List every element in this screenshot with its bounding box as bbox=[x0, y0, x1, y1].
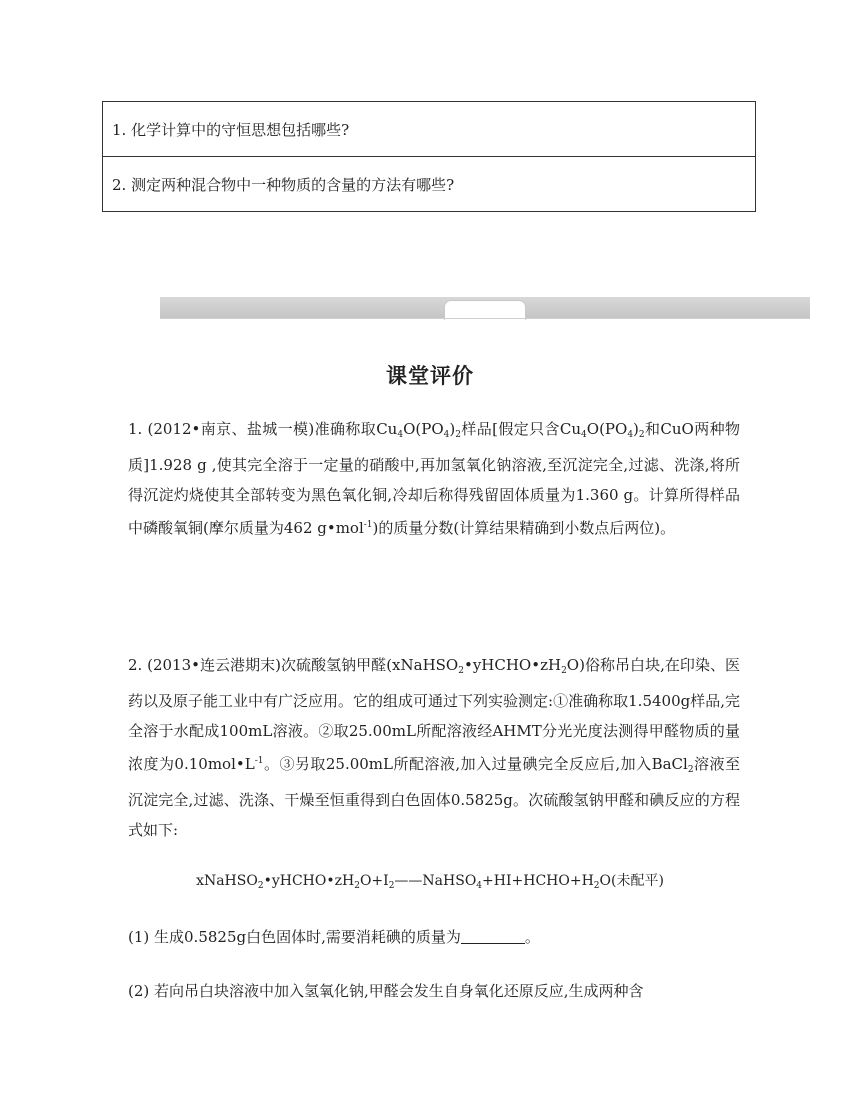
answer-blank bbox=[461, 929, 525, 944]
problem-2: 2. (2013•连云港期末)次硫酸氢钠甲醛$(xNaHSO_2•yHCHO•zH_2O)$俗称吊白块,在印染、医药以及原子能工业中有广泛应用。它的组成可通过下列实验测定:①准确称取1.5400g样品,完全溶于水配成100mL溶液。②取25.00mL所配溶液经AHMT分光光度法测得甲醛物质的量浓度为$0.10mol•L^{-1}$。③另取25.00mL所配溶液,加入过量碘完全反应后,加入BaCl$_2$溶液至沉淀完全,过滤、洗涤、干燥至恒重得到白色固体0.5825g。次硫酸氢钠甲醛和碘反应的方程式如下: bbox=[128, 656, 740, 839]
problem-1: 1. (2012•南京、盐城一模)准确称取$Cu_4O(PO_4)_2$样品[假定只含$Cu_4O(PO_4)_2$和CuO两种物质]1.928 g ,使其完全溶于一定量的硝酸中,再加氢氧化钠溶液,至沉淀完全,过滤、洗涤,将所得沉淀灼烧使其全部转变为黑色氧化铜,冷却后称得残留固体质量为1.360 g。计算所得样品中磷酸氧铜(摩尔质量为462 g•mol$^{-1}$)的质量分数(计算结果精确到小数点后两位)。 bbox=[128, 420, 741, 537]
divider-line bbox=[160, 318, 810, 319]
question-cell: 2. 测定两种混合物中一种物质的含量的方法有哪些? bbox=[103, 157, 756, 212]
question-cell: 1. 化学计算中的守恒思想包括哪些? bbox=[103, 102, 756, 157]
subquestion-2: (2) 若向吊白块溶液中加入氢氧化钠,甲醛会发生自身氧化还原反应,生成两种含 bbox=[128, 982, 644, 1000]
table-row bbox=[103, 157, 756, 212]
section-divider bbox=[160, 297, 810, 319]
table-row bbox=[103, 102, 756, 157]
questions-table bbox=[102, 101, 756, 212]
section-title: 课堂评价 bbox=[386, 363, 474, 388]
divider-tab bbox=[444, 300, 526, 320]
subquestion-1: (1) 生成0.5825g白色固体时,需要消耗碘的质量为 。 bbox=[128, 928, 540, 946]
reaction-equation: $xNaHSO_2•yHCHO•zH_2O+I_2——NaHSO_4+HI+HCHO+H_2O$(未配平) bbox=[196, 873, 664, 891]
